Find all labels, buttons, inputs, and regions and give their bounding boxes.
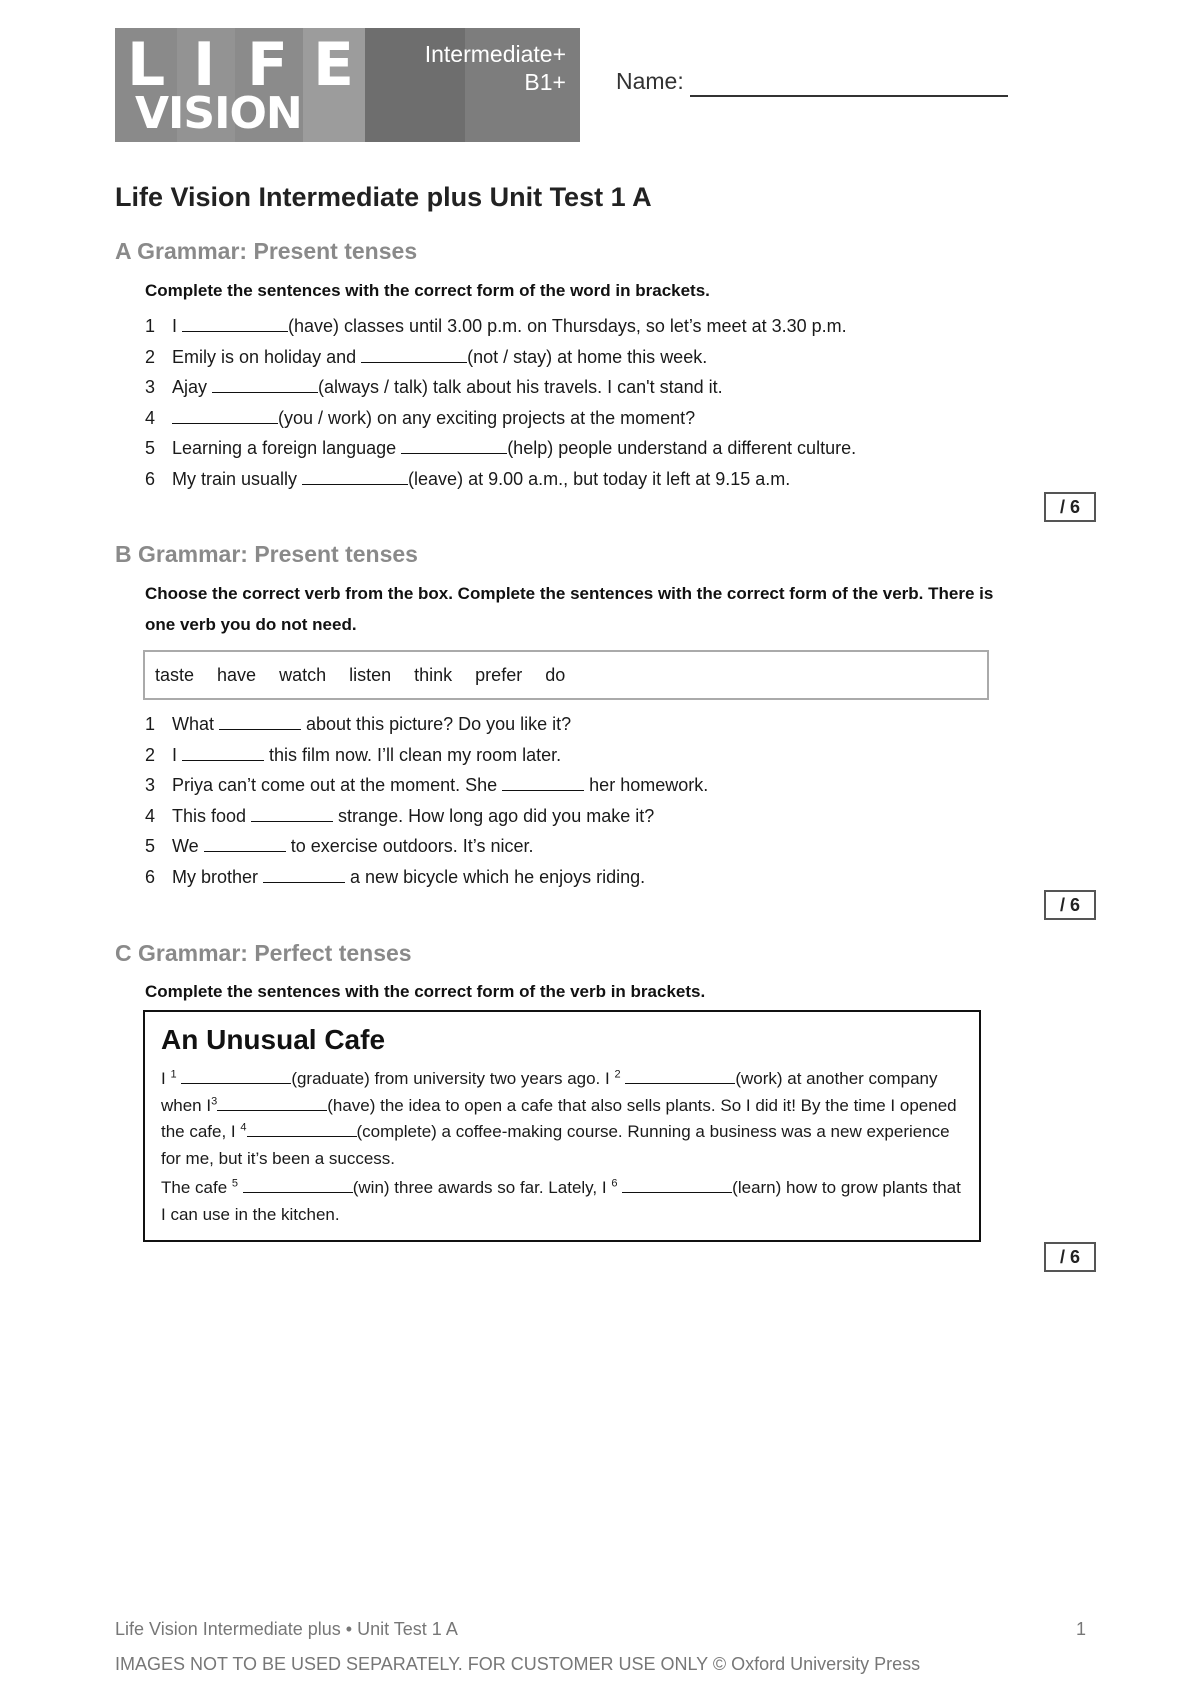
answer-blank[interactable] xyxy=(182,315,288,332)
list-item xyxy=(145,740,708,771)
list-item xyxy=(145,801,708,832)
list-item xyxy=(145,342,856,373)
list-item xyxy=(145,311,856,342)
item-text: her homework. xyxy=(584,775,709,795)
answer-blank[interactable] xyxy=(361,346,467,363)
level-line-2: B1+ xyxy=(524,69,566,95)
item-text: (always / talk) talk about his travels. I can't stand it. xyxy=(318,377,723,397)
section-a-instruction: Complete the sentences with the correct form of the word in brackets. xyxy=(145,281,710,300)
story-text: The cafe xyxy=(161,1178,232,1197)
score-box: / 6 xyxy=(1044,492,1096,522)
answer-blank[interactable] xyxy=(243,1176,353,1193)
item-number: 5 xyxy=(145,438,156,458)
gap-number: 1 xyxy=(170,1068,177,1081)
item-text: about this picture? Do you like it? xyxy=(301,714,572,734)
answer-blank[interactable] xyxy=(212,376,318,393)
footer-title: Life Vision Intermediate plus • Unit Test 1 A xyxy=(115,1619,458,1639)
item-text: (leave) at 9.00 a.m., but today it left at 9.15 a.m. xyxy=(408,468,791,489)
logo-letter: I xyxy=(193,30,216,100)
logo-letter: E xyxy=(313,30,354,100)
item-text: What xyxy=(172,714,220,734)
section-b-items xyxy=(145,709,708,892)
score-box: / 6 xyxy=(1044,890,1096,920)
gap-number: 4 xyxy=(240,1121,247,1134)
item-number: 3 xyxy=(145,775,156,795)
gap-number: 3 xyxy=(211,1094,218,1107)
story-paragraph xyxy=(161,1175,963,1228)
item-number: 4 xyxy=(145,407,156,428)
story-text: (have) the idea to open a cafe that also sells plants. So I did it! By the time I opened the cafe, I xyxy=(161,1095,957,1141)
word-option: have xyxy=(217,664,257,685)
item-text: Emily is on holiday and xyxy=(172,346,362,367)
story-text: (learn) how to grow plants that I can use in the kitchen. xyxy=(161,1178,961,1224)
logo-word: VISION xyxy=(135,88,302,139)
section-a-heading: A Grammar: Present tenses xyxy=(115,238,418,264)
item-text: this film now. I’ll clean my room later. xyxy=(264,744,562,765)
item-text: We xyxy=(172,836,204,856)
gap-number: 6 xyxy=(611,1177,618,1190)
story-title: An Unusual Cafe xyxy=(161,1024,386,1055)
answer-blank[interactable] xyxy=(251,805,333,822)
page-number: 1 xyxy=(1076,1619,1087,1639)
word-option: watch xyxy=(279,664,327,685)
answer-blank[interactable] xyxy=(263,866,345,883)
section-c-instruction: Complete the sentences with the correct form of the verb in brackets. xyxy=(145,982,706,1001)
story-paragraph xyxy=(161,1066,963,1172)
item-text: My train usually xyxy=(172,468,303,489)
item-number: 1 xyxy=(145,714,156,734)
page-title: Life Vision Intermediate plus Unit Test 1 A xyxy=(115,182,652,212)
item-text: to exercise outdoors. It’s nicer. xyxy=(285,836,534,856)
section-b-instruction: Choose the correct verb from the box. Complete the sentences with the correct form of the verb. There is one verb you do not need. xyxy=(145,584,994,634)
answer-blank[interactable] xyxy=(217,1094,327,1111)
item-text: Ajay xyxy=(172,377,213,397)
item-text: Learning a foreign language xyxy=(172,438,402,458)
gap-number: 5 xyxy=(231,1177,238,1190)
answer-blank[interactable] xyxy=(502,774,584,791)
item-text: strange. How long ago did you make it? xyxy=(333,805,655,826)
story-text: (work) at another company when I xyxy=(161,1069,938,1115)
answer-blank[interactable] xyxy=(172,407,278,424)
item-text: (you / work) on any exciting projects at the moment? xyxy=(278,407,696,428)
copyright-notice: IMAGES NOT TO BE USED SEPARATELY. FOR CUSTOMER USE ONLY © Oxford University Press xyxy=(115,1654,921,1674)
item-text: I xyxy=(172,316,183,336)
section-a-items xyxy=(145,311,856,494)
word-option: listen xyxy=(349,664,392,685)
logo-letter: F xyxy=(247,30,288,100)
answer-blank[interactable] xyxy=(247,1120,357,1137)
item-number: 1 xyxy=(145,316,156,336)
word-option: think xyxy=(414,664,453,685)
item-number: 6 xyxy=(145,468,156,489)
word-box xyxy=(143,650,989,700)
gap-number: 2 xyxy=(614,1068,621,1081)
answer-blank[interactable] xyxy=(181,1067,291,1084)
answer-blank[interactable] xyxy=(204,835,286,852)
answer-blank[interactable] xyxy=(302,468,408,485)
story-text: (complete) a coffee-making course. Running a business was a new experience for me, but it’s been a success. xyxy=(161,1122,950,1168)
word-option: prefer xyxy=(475,664,523,685)
list-item xyxy=(145,372,856,403)
level-line-1: Intermediate+ xyxy=(424,41,566,67)
name-label: Name: xyxy=(616,68,684,94)
item-number: 3 xyxy=(145,377,156,397)
item-number: 2 xyxy=(145,346,156,367)
list-item xyxy=(145,770,708,801)
list-item xyxy=(145,862,708,893)
list-item xyxy=(145,464,856,495)
list-item xyxy=(145,433,856,464)
level-label xyxy=(425,40,566,96)
section-b-heading: B Grammar: Present tenses xyxy=(115,541,418,567)
story-box xyxy=(143,1010,981,1242)
answer-blank[interactable] xyxy=(625,1067,735,1084)
item-text: Priya can’t come out at the moment. She xyxy=(172,775,503,795)
answer-blank[interactable] xyxy=(622,1176,732,1193)
list-item xyxy=(145,403,856,434)
item-text: I xyxy=(172,744,183,765)
section-c-heading: C Grammar: Perfect tenses xyxy=(115,940,412,966)
list-item xyxy=(145,831,708,862)
story-text: (win) three awards so far. Lately, I xyxy=(352,1178,612,1197)
list-item xyxy=(145,709,708,740)
item-text: (help) people understand a different culture. xyxy=(507,438,857,458)
answer-blank[interactable] xyxy=(182,744,264,761)
story-text: I xyxy=(161,1069,171,1088)
item-text: My brother xyxy=(172,866,264,887)
answer-blank[interactable] xyxy=(219,713,301,730)
answer-blank[interactable] xyxy=(401,437,507,454)
story-text: (graduate) from university two years ago. I xyxy=(291,1069,615,1088)
item-number: 5 xyxy=(145,836,156,856)
item-text: (have) classes until 3.00 p.m. on Thursdays, so let’s meet at 3.30 p.m. xyxy=(288,316,847,336)
name-field[interactable] xyxy=(690,95,1008,97)
item-number: 4 xyxy=(145,805,156,826)
life-vision-logo xyxy=(115,28,580,142)
word-option: taste xyxy=(155,664,195,685)
item-number: 6 xyxy=(145,866,156,887)
item-text: (not / stay) at home this week. xyxy=(467,346,708,367)
item-text: This food xyxy=(172,805,252,826)
item-text: a new bicycle which he enjoys riding. xyxy=(345,866,646,887)
word-option: do xyxy=(545,664,566,685)
score-box: / 6 xyxy=(1044,1242,1096,1272)
logo-letter: L xyxy=(127,30,166,100)
item-number: 2 xyxy=(145,744,156,765)
